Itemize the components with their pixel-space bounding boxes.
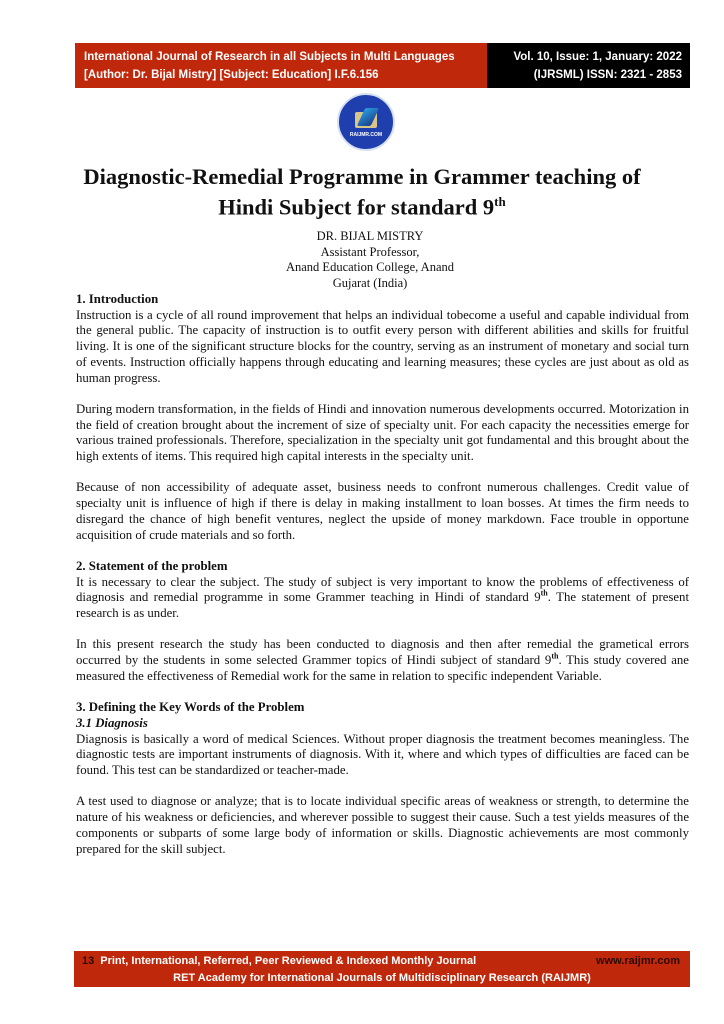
title-superscript: th <box>494 194 506 209</box>
author-institution: Anand Education College, Anand <box>285 260 455 274</box>
author-name: DR. BIJAL MISTRY <box>316 229 424 243</box>
section-heading-statement: 2. Statement of the problem <box>76 558 228 573</box>
title-line-2 <box>60 189 664 220</box>
quill-emblem-icon <box>355 112 377 128</box>
journal-header <box>75 43 690 88</box>
intro-paragraph-2: During modern transformation, in the fields of Hindi and innovation numerous developments occurred. Motorization in the field of creation brought about the increment of size of specialty unit. For each capacity the necessities emerge for various trained professionals. Therefore, specialization in the specialty unit got fundamental and this brought about the high extents of items. This required high capital interests in the specialty unit. <box>76 401 689 464</box>
page-number: 13 <box>82 955 95 967</box>
raijmr-logo-icon <box>337 93 395 151</box>
statement-p1-text: It is necessary to clear the subject. The study of subject is very important to know the problems of effectiveness of diagnosis and remedial programme in some Grammer teaching in Hindi of standard 9 <box>76 574 689 605</box>
superscript: th <box>551 651 559 661</box>
journal-footer <box>74 951 690 987</box>
diagnosis-paragraph-1: Diagnosis is basically a word of medical Sciences. Without proper diagnosis the treatment becomes meaningless. The diagnostic tests are important instruments of diagnosis. With it, where and which types of difficulties are faced can be found. This test can be standardized or teacher-made. <box>76 731 689 778</box>
intro-paragraph-1: Instruction is a cycle of all round improvement that helps an individual tobecome a useful and capable individual from the general public. The capacity of instruction is to outfit every person with different abilities and skills for fruitful living. It is one of the significant structure blocks for the country, serving as an instrument of monetary and social turn of events. Instruction officially happens through educating and learning measures; these cycles are just about as old as human progress. <box>76 307 689 385</box>
author-position: Assistant Professor, <box>320 244 420 259</box>
statement-p2-text: In this present research the study has been conducted to diagnosis and then after remedial the grametical errors occurred by the students in some selected Grammer topics of Hindi subject of standard 9 <box>76 637 689 668</box>
title-line-1: Diagnostic-Remedial Programme in Grammer teaching of <box>83 164 641 189</box>
website-link[interactable]: www.raijmr.com <box>596 955 680 967</box>
diagnosis-paragraph-2: A test used to diagnose or analyze; that is to locate individual specific areas of weakness or strength, to determine the nature of his weakness or deficiencies, and wherever possible to suggest their cause. Such a test yields measures of the components or subparts of some large body of information or skills. Diagnostic achievements are most commonly prepared for the skill subject. <box>76 794 689 856</box>
footer-tagline: Print, International, Referred, Peer Reviewed & Indexed Monthly Journal <box>100 955 477 967</box>
author-location: Gujarat (India) <box>332 275 408 290</box>
header-left-band <box>75 43 487 88</box>
section-heading-keywords: 3. Defining the Key Words of the Problem <box>76 700 305 715</box>
journal-name: International Journal of Research in all Subjects in Multi Languages <box>84 51 455 63</box>
paper-title <box>60 164 664 220</box>
author-block <box>200 229 540 291</box>
intro-paragraph-3: Because of non accessibility of adequate asset, business needs to confront numerous challenges. Credit value of specialty unit is influence of high if there is delay in making installment to loan bosses. At times the firm needs to disregard the chance of high benefit ventures, neglect the upside of money markdown. Face trouble in opportune acquisition of crude materials and so forth. <box>76 480 689 542</box>
title-line-2-text: Hindi Subject for standard 9 <box>218 194 495 220</box>
superscript: th <box>540 589 548 599</box>
volume-issue: Vol. 10, Issue: 1, January: 2022 <box>513 51 682 63</box>
issn: (IJRSML) ISSN: 2321 - 2853 <box>533 69 682 81</box>
subsection-heading-diagnosis: 3.1 Diagnosis <box>76 715 148 730</box>
article-body <box>76 292 689 857</box>
section-heading-introduction: 1. Introduction <box>76 292 159 306</box>
author-subject-line: [Author: Dr. Bijal Mistry] [Subject: Education] I.F.6.156 <box>84 69 379 81</box>
publisher-name: RET Academy for International Journals of Multidisciplinary Research (RAIJMR) <box>173 972 591 984</box>
logo-text: RAIJMR.COM <box>349 132 383 138</box>
statement-p2-tail: . This study covered ane measured the effectiveness of Remedial work for the same in relation to specific independent Variable. <box>76 653 689 683</box>
header-right-band <box>487 43 690 88</box>
statement-paragraph-1 <box>76 575 689 622</box>
statement-paragraph-2 <box>76 637 689 684</box>
statement-p1-tail: . The statement of present research is as under. <box>76 590 689 621</box>
